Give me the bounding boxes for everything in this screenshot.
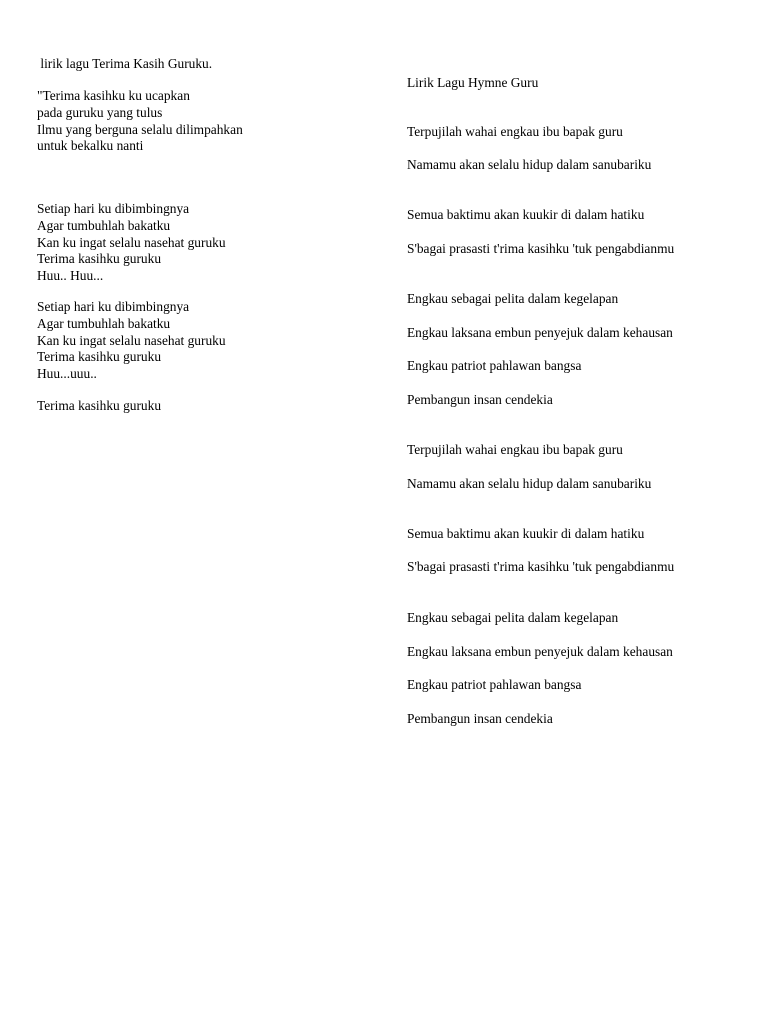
lyric-line: untuk bekalku nanti xyxy=(37,138,144,154)
lyric-line: Engkau patriot pahlawan bangsa xyxy=(407,677,582,692)
lyric-line: Namamu akan selalu hidup dalam sanubariku xyxy=(407,157,652,172)
lyric-line: Terpujilah wahai engkau ibu bapak guru xyxy=(407,442,623,457)
lyric-line: Terima kasihku guruku xyxy=(37,398,162,413)
lyric-line: S'bagai prasasti t'rima kasihku 'tuk pengabdianmu xyxy=(407,559,675,574)
lyric-line: Namamu akan selalu hidup dalam sanubariku xyxy=(407,476,652,491)
lyric-line: Pembangun insan cendekia xyxy=(407,392,553,407)
left-stanza-1 xyxy=(37,88,243,155)
lyric-line: Pembangun insan cendekia xyxy=(407,711,553,726)
left-stanza-3 xyxy=(37,299,226,383)
lyric-line: Engkau sebagai pelita dalam kegelapan xyxy=(407,610,619,625)
left-stanza-4 xyxy=(37,398,161,415)
lyric-line: Engkau laksana embun penyejuk dalam kehausan xyxy=(407,325,673,340)
lyric-line: pada guruku yang tulus xyxy=(37,104,163,120)
lyric-line: Agar tumbuhlah bakatku xyxy=(37,315,171,331)
lyric-line: Kan ku ingat selalu nasehat guruku xyxy=(37,332,226,348)
lyric-line: Huu.. Huu... xyxy=(37,268,104,284)
lyric-line: Terpujilah wahai engkau ibu bapak guru xyxy=(407,124,623,139)
lyric-line: Semua baktimu akan kuukir di dalam hatiku xyxy=(407,526,645,541)
lyric-line: Terima kasihku guruku xyxy=(37,251,162,267)
lyric-line: Kan ku ingat selalu nasehat guruku xyxy=(37,234,226,250)
right-song-title: Lirik Lagu Hymne Guru xyxy=(407,75,539,90)
lyric-line: Engkau sebagai pelita dalam kegelapan xyxy=(407,291,619,306)
left-song-title: lirik lagu Terima Kasih Guruku. xyxy=(37,56,213,71)
lyric-line: Ilmu yang berguna selalu dilimpahkan xyxy=(37,121,243,137)
lyric-line: Setiap hari ku dibimbingnya xyxy=(37,299,190,314)
lyric-line: Setiap hari ku dibimbingnya xyxy=(37,201,190,216)
lyric-line: Engkau laksana embun penyejuk dalam kehausan xyxy=(407,644,673,659)
lyric-line: Huu...uuu.. xyxy=(37,366,97,382)
lyric-line: Semua baktimu akan kuukir di dalam hatiku xyxy=(407,207,645,222)
lyric-line: Agar tumbuhlah bakatku xyxy=(37,217,171,233)
lyric-line: Terima kasihku guruku xyxy=(37,349,162,365)
lyric-line: Engkau patriot pahlawan bangsa xyxy=(407,358,582,373)
left-stanza-2 xyxy=(37,201,226,285)
lyric-line: "Terima kasihku ku ucapkan xyxy=(37,88,190,103)
lyric-line: S'bagai prasasti t'rima kasihku 'tuk pengabdianmu xyxy=(407,241,675,256)
